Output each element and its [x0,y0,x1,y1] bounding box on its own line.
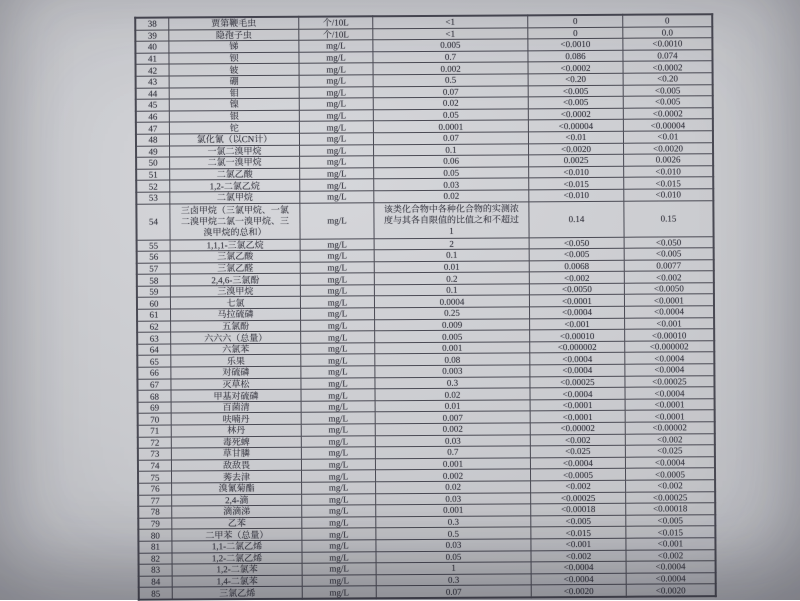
cell-parameter-name: 溴氰菊酯 [172,482,302,494]
cell-measured-value-2: 0.15 [624,200,714,237]
cell-unit: mg/L [301,331,375,343]
cell-limit-value: 0.001 [375,342,530,355]
cell-measured-value-1: <0.0002 [528,108,623,120]
cell-measured-value-1: 0.14 [529,201,624,238]
cell-unit: mg/L [300,261,374,273]
cell-unit: mg/L [299,52,373,64]
cell-unit: mg/L [301,343,375,355]
cell-row-number: 76 [138,483,172,495]
cell-unit: mg/L [299,133,373,145]
cell-parameter-name: 三氯乙烯 [172,587,302,600]
cell-limit-value: 0.7 [375,446,530,459]
cell-unit: mg/L [302,505,376,517]
cell-measured-value-2: <0.0004 [625,364,715,376]
cell-measured-value-2: <0.0004 [626,561,716,573]
cell-row-number: 58 [137,274,171,286]
cell-measured-value-1: <0.0020 [529,143,624,155]
cell-measured-value-2: 0.074 [623,49,713,61]
cell-measured-value-1: 0.086 [528,50,623,62]
cell-row-number: 78 [138,506,172,518]
cell-limit-value: 0.002 [373,62,528,75]
cell-limit-value: 0.1 [374,249,529,262]
cell-measured-value-1: <0.002 [531,480,626,492]
cell-row-number: 72 [138,437,172,449]
cell-parameter-name: 1,4-二氯苯 [172,575,302,587]
cell-measured-value-2: <0.00025 [626,491,716,503]
cell-limit-value: 0.001 [376,504,531,517]
cell-unit: mg/L [299,110,373,122]
cell-limit-value: 0.005 [375,330,530,343]
cell-limit-value: <1 [373,15,528,28]
cell-parameter-name: 二氯乙酸 [170,168,300,180]
cell-measured-value-1: <0.00025 [530,376,625,388]
cell-measured-value-1: 0 [528,27,623,39]
cell-limit-value: 0.007 [375,411,530,424]
cell-parameter-name: 二氯甲烷 [170,191,300,203]
cell-unit: mg/L [301,366,375,378]
cell-measured-value-2: 0.0077 [624,259,714,271]
cell-parameter-name: 二甲苯（总量） [172,529,302,541]
cell-limit-value: 0.0004 [374,295,529,308]
cell-measured-value-2: <0.20 [623,73,713,85]
cell-measured-value-2: <0.0004 [626,572,716,584]
cell-unit: mg/L [299,63,373,75]
cell-unit: mg/L [301,412,375,424]
cell-parameter-name: 五氯酚 [171,320,301,332]
cell-limit-value: 0.1 [374,143,529,156]
cell-limit-value: 0.01 [374,261,529,274]
cell-measured-value-1: <0.00025 [531,492,626,504]
cell-measured-value-2: <0.010 [624,165,714,177]
cell-measured-value-1: <0.005 [529,248,624,260]
cell-row-number: 69 [138,402,172,414]
cell-limit-value: 0.5 [373,74,528,87]
cell-measured-value-1: 0 [528,15,623,28]
cell-measured-value-2: <0.0001 [625,410,715,422]
cell-measured-value-1: <0.010 [529,189,624,201]
cell-limit-value: 0.03 [376,492,531,505]
cell-row-number: 63 [137,332,171,344]
cell-measured-value-2: <0.015 [624,177,714,189]
cell-row-number: 55 [137,240,171,252]
cell-row-number: 82 [138,553,172,565]
cell-row-number: 48 [136,134,170,146]
cell-parameter-name: 锑 [169,40,299,52]
cell-unit: mg/L [301,401,375,413]
cell-measured-value-1: <0.0004 [531,561,626,573]
cell-limit-value: 0.08 [375,353,530,366]
cell-limit-value: 1 [376,562,531,575]
cell-measured-value-1: <0.0004 [531,573,626,585]
cell-parameter-name: 马拉硫磷 [171,308,301,320]
cell-measured-value-2: <0.0002 [623,61,713,73]
cell-measured-value-1: 0.0068 [529,260,624,272]
cell-row-number: 83 [139,564,173,576]
cell-measured-value-1: <0.010 [529,166,624,178]
cell-measured-value-2: <0.0020 [624,142,714,154]
cell-limit-value: 0.2 [374,272,529,285]
cell-parameter-name: 百菌清 [171,401,301,413]
cell-parameter-name: 滴滴涕 [172,505,302,517]
cell-measured-value-2: <0.0050 [624,283,714,295]
cell-measured-value-1: <0.002 [530,434,625,446]
cell-parameter-name: 二氯一溴甲烷 [170,156,300,168]
cell-parameter-name: 镍 [169,98,299,110]
cell-measured-value-1: <0.0005 [530,469,625,481]
cell-limit-value: 2 [374,237,529,250]
cell-limit-value: 0.02 [375,388,530,401]
cell-measured-value-2: <0.001 [626,538,716,550]
cell-measured-value-2: <0.015 [626,526,716,538]
cell-unit: mg/L [299,121,373,133]
table-row [139,584,716,600]
cell-unit: mg/L [300,144,374,156]
cell-limit-value: 0.7 [373,51,528,64]
cell-unit: mg/L [302,563,376,575]
cell-measured-value-2: <0.0020 [626,584,716,597]
cell-limit-value: 0.25 [375,307,530,320]
cell-parameter-name: 三溴甲烷 [170,285,300,297]
cell-measured-value-2: <0.00004 [623,119,713,131]
cell-row-number: 41 [135,53,169,65]
cell-measured-value-1: <0.00010 [530,329,625,341]
cell-measured-value-2: <0.0001 [625,399,715,411]
cell-measured-value-1: <0.002 [531,550,626,562]
cell-limit-value: 0.07 [376,585,531,598]
cell-measured-value-2: <0.050 [624,236,714,248]
cell-limit-value: 0.07 [373,132,528,145]
cell-unit: mg/L [302,517,376,529]
cell-unit: 个/10L [299,16,373,29]
cell-parameter-name: 一氯二溴甲烷 [170,145,300,157]
cell-measured-value-2: 0.0 [623,26,713,38]
cell-limit-value: 0.06 [374,155,529,168]
cell-parameter-name: 呋喃丹 [171,413,301,425]
cell-limit-value: 0.02 [373,97,528,110]
cell-limit-value: 0.009 [375,318,530,331]
cell-limit-value: 0.3 [375,376,530,389]
cell-unit: mg/L [300,250,374,262]
cell-measured-value-1: <0.0004 [530,353,625,365]
cell-unit: mg/L [300,156,374,168]
cell-measured-value-1: <0.00002 [530,422,625,434]
cell-measured-value-2: <0.002 [626,549,716,561]
cell-unit: mg/L [299,40,373,52]
cell-measured-value-2: <0.0010 [623,38,713,50]
cell-unit: mg/L [301,424,375,436]
cell-measured-value-1: <0.0004 [530,306,625,318]
cell-measured-value-2: <0.002 [625,433,715,445]
cell-measured-value-1: <0.01 [528,131,623,143]
cell-parameter-name: 隐孢子虫 [169,29,299,41]
cell-row-number: 43 [136,76,170,88]
cell-row-number: 80 [138,529,172,541]
cell-measured-value-1: <0.001 [530,318,625,330]
cell-measured-value-2: <0.00025 [625,375,715,387]
cell-measured-value-2: <0.005 [626,514,716,526]
cell-measured-value-1: <0.005 [528,85,623,97]
cell-row-number: 50 [136,157,170,169]
cell-measured-value-2: <0.0002 [623,107,713,119]
cell-limit-value: 0.005 [373,39,528,52]
cell-parameter-name: 2,4-滴 [172,494,302,506]
cell-unit: mg/L [300,285,374,297]
cell-limit-value: 0.05 [373,109,528,122]
cell-unit: mg/L [300,273,374,285]
cell-unit: mg/L [301,377,375,389]
cell-row-number: 56 [137,251,171,263]
cell-unit: mg/L [302,574,376,586]
cell-limit-value: 该类化合物中各种化合物的实测浓 度与其各自限值的比值之和不超过 1 [374,201,529,238]
cell-limit-value: 0.001 [375,458,530,471]
cell-limit-value: 0.01 [375,400,530,413]
cell-limit-value: 0.3 [376,516,531,529]
cell-unit: mg/L [299,75,373,87]
cell-row-number: 85 [139,587,173,599]
cell-measured-value-2: <0.00018 [626,503,716,515]
cell-measured-value-1: <0.015 [531,527,626,539]
cell-row-number: 65 [137,355,171,367]
cell-parameter-name: 七氯 [170,297,300,309]
cell-row-number: 84 [139,576,173,588]
cell-limit-value: 0.05 [374,167,529,180]
cell-limit-value: 0.03 [374,178,529,191]
cell-limit-value: 0.002 [375,423,530,436]
cell-row-number: 59 [137,286,171,298]
cell-row-number: 77 [138,495,172,507]
cell-measured-value-1: <0.000002 [530,341,625,353]
cell-parameter-name: 钼 [169,87,299,99]
cell-measured-value-2: <0.00002 [625,422,715,434]
cell-unit: mg/L [299,98,373,110]
cell-parameter-name: 甲基对硫磷 [171,389,301,401]
cell-measured-value-2: <0.005 [624,248,714,260]
cell-unit: mg/L [299,86,373,98]
cell-limit-value: 0.003 [375,365,530,378]
cell-measured-value-2: <0.002 [626,480,716,492]
cell-measured-value-2: <0.0004 [624,306,714,318]
cell-limit-value: 0.0001 [373,120,528,133]
cell-measured-value-1: <0.0001 [530,399,625,411]
cell-parameter-name: 敌敌畏 [171,459,301,471]
cell-measured-value-1: 0.0025 [529,154,624,166]
cell-measured-value-2: <0.0001 [624,294,714,306]
document-table-wrap [134,13,704,600]
cell-parameter-name: 对硫磷 [171,366,301,378]
cell-row-number: 71 [138,425,172,437]
cell-measured-value-1: <0.005 [531,515,626,527]
cell-parameter-name: 1,2-二氯乙烷 [170,180,300,192]
cell-unit: mg/L [300,167,374,179]
cell-unit: mg/L [300,202,374,238]
cell-row-number: 79 [138,518,172,530]
cell-unit: mg/L [301,470,375,482]
cell-measured-value-2: <0.0004 [625,387,715,399]
cell-parameter-name: 1,1-二氯乙烯 [172,540,302,552]
cell-measured-value-1: <0.015 [529,178,624,190]
cell-measured-value-2: <0.0005 [625,468,715,480]
cell-row-number: 64 [137,344,171,356]
cell-parameter-name: 三氯乙酸 [170,250,300,262]
cell-row-number: 45 [136,99,170,111]
cell-parameter-name: 林丹 [171,424,301,436]
cell-parameter-name: 铊 [169,122,299,134]
cell-row-number: 70 [138,413,172,425]
cell-measured-value-1: <0.002 [529,272,624,284]
cell-row-number: 38 [135,18,169,30]
cell-row-number: 40 [135,41,169,53]
cell-measured-value-1: <0.0004 [530,457,625,469]
cell-measured-value-2: <0.0004 [625,352,715,364]
cell-row-number: 57 [137,263,171,275]
cell-unit: mg/L [300,191,374,203]
cell-row-number: 53 [136,192,170,204]
cell-limit-value: 0.03 [376,539,531,552]
cell-unit: mg/L [302,528,376,540]
cell-row-number: 73 [138,448,172,460]
cell-measured-value-1: <0.00018 [531,503,626,515]
cell-measured-value-1: <0.050 [529,237,624,249]
cell-unit: mg/L [302,586,376,599]
cell-row-number: 47 [136,122,170,134]
cell-unit: mg/L [301,354,375,366]
cell-limit-value: 0.02 [374,190,529,203]
cell-row-number: 62 [137,321,171,333]
cell-measured-value-1: <0.00004 [528,120,623,132]
cell-measured-value-1: <0.005 [528,96,623,108]
cell-measured-value-2: <0.001 [625,317,715,329]
cell-limit-value: 0.5 [376,527,531,540]
cell-measured-value-2: <0.0004 [625,456,715,468]
cell-parameter-name: 六六六（总量） [171,331,301,343]
cell-unit: mg/L [301,389,375,401]
cell-measured-value-1: <0.0020 [531,585,626,598]
cell-measured-value-1: <0.0004 [530,387,625,399]
cell-unit: mg/L [301,459,375,471]
cell-parameter-name: 乐果 [171,355,301,367]
cell-row-number: 44 [136,88,170,100]
cell-measured-value-1: <0.0010 [528,38,623,50]
cell-parameter-name: 1,2-二氯乙烯 [172,552,302,564]
cell-limit-value: 0.3 [376,574,531,587]
cell-parameter-name: 铍 [169,64,299,76]
cell-row-number: 75 [138,471,172,483]
cell-unit: mg/L [301,319,375,331]
cell-limit-value: <1 [373,27,528,40]
cell-limit-value: 0.03 [375,434,530,447]
cell-unit: mg/L [301,308,375,320]
water-quality-table [134,13,717,600]
cell-limit-value: 0.05 [376,550,531,563]
table-row [136,200,713,240]
cell-unit: mg/L [300,296,374,308]
cell-row-number: 60 [137,297,171,309]
cell-limit-value: 0.02 [376,481,531,494]
cell-row-number: 68 [138,390,172,402]
cell-parameter-name: 钡 [169,52,299,64]
cell-limit-value: 0.1 [374,284,529,297]
cell-parameter-name: 六氯苯 [171,343,301,355]
cell-row-number: 61 [137,309,171,321]
cell-parameter-name: 莠去津 [171,471,301,483]
cell-measured-value-2: <0.01 [623,131,713,143]
cell-unit: mg/L [300,238,374,250]
cell-parameter-name: 乙苯 [172,517,302,529]
cell-measured-value-2: <0.005 [623,84,713,96]
cell-unit: mg/L [301,447,375,459]
cell-parameter-name: 银 [169,110,299,122]
cell-parameter-name: 1,1,1-三氯乙烷 [170,239,300,251]
cell-measured-value-1: <0.025 [530,445,625,457]
cell-measured-value-1: <0.0004 [530,364,625,376]
cell-row-number: 66 [137,367,171,379]
cell-parameter-name: 三氯乙醛 [170,262,300,274]
cell-row-number: 67 [137,379,171,391]
cell-measured-value-2: <0.025 [625,445,715,457]
cell-row-number: 39 [135,30,169,42]
cell-measured-value-2: 0.0026 [624,154,714,166]
cell-row-number: 52 [136,180,170,192]
cell-row-number: 54 [136,204,170,240]
cell-row-number: 51 [136,169,170,181]
cell-limit-value: 0.07 [373,85,528,98]
cell-parameter-name: 2,4,6-三氯酚 [170,274,300,286]
cell-measured-value-1: <0.0001 [529,295,624,307]
cell-unit: 个/10L [299,28,373,40]
cell-parameter-name: 三卤甲烷（三氯甲烷、一氯 二溴甲烷二氯一溴甲烷、三 溴甲烷的总和） [170,203,300,240]
cell-row-number: 74 [138,460,172,472]
cell-measured-value-2: <0.005 [623,96,713,108]
cell-unit: mg/L [300,179,374,191]
cell-parameter-name: 氯化氰（以CN计） [169,133,299,145]
cell-unit: mg/L [302,540,376,552]
cell-parameter-name: 毒死蜱 [171,436,301,448]
cell-parameter-name: 贾第鞭毛虫 [169,17,299,30]
cell-parameter-name: 灭草松 [171,378,301,390]
cell-measured-value-1: <0.20 [528,73,623,85]
cell-parameter-name: 1,2-二氯苯 [172,563,302,575]
cell-unit: mg/L [302,482,376,494]
cell-row-number: 49 [136,146,170,158]
cell-unit: mg/L [301,435,375,447]
cell-unit: mg/L [302,551,376,563]
cell-limit-value: 0.002 [375,469,530,482]
cell-measured-value-2: <0.00010 [625,329,715,341]
cell-measured-value-1: <0.001 [531,538,626,550]
cell-measured-value-2: <0.010 [624,189,714,201]
cell-measured-value-1: <0.0050 [529,283,624,295]
cell-parameter-name: 硼 [169,75,299,87]
cell-measured-value-2: 0 [623,14,713,27]
table-body [135,14,716,599]
cell-row-number: 42 [136,64,170,76]
cell-measured-value-2: <0.002 [624,271,714,283]
cell-measured-value-1: <0.0001 [530,411,625,423]
cell-measured-value-1: <0.0002 [528,62,623,74]
cell-row-number: 81 [138,541,172,553]
cell-unit: mg/L [302,493,376,505]
cell-parameter-name: 草甘膦 [171,447,301,459]
cell-measured-value-2: <0.000002 [625,341,715,353]
cell-row-number: 46 [136,111,170,123]
